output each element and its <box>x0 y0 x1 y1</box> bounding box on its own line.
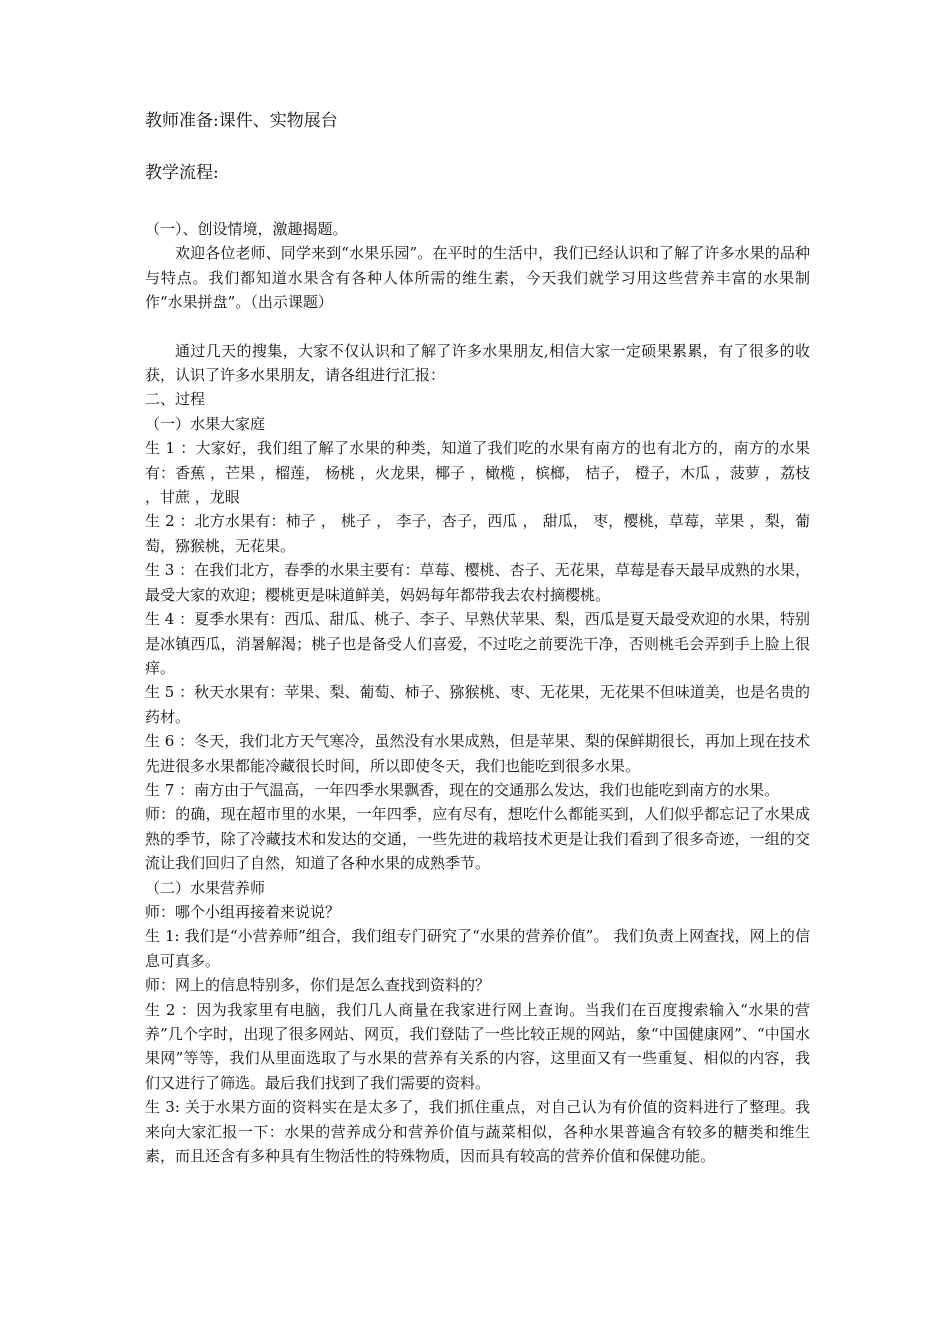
student-7-report: 生 7 ：南方由于气温高，一年四季水果飘香，现在的交通那么发达，我们也能吃到南方的水果。 <box>145 780 780 799</box>
subsection-2-title: （二）水果营养师 <box>145 878 266 897</box>
section-1-title: （一）、创设情境，激趣揭题。 <box>145 220 348 238</box>
student-1-report: 生 1 ：大家好，我们组了解了水果的种类，知道了我们吃的水果有南方的也有北方的，南方的水果有：香蕉 ，芒果 ，榴莲， 杨桃 ，火龙果，椰子 ，橄榄 ，槟榔， 桔子， 橙子，木瓜 ，菠萝 ，荔枝 ，甘蔗 ，龙眼 <box>145 439 810 507</box>
nutrition-student-3: 生 3: 关于水果方面的资料实在是太多了，我们抓住重点，对自己认为有价值的资料进行了整理。我来向大家汇报一下：水果的营养成分和营养价值与蔬菜相似，各种水果普遍含有较多的糖类和维生素，而且还含有多种具有生物活性的特殊物质，因而具有较高的营养价值和保健功能。 <box>145 1098 810 1166</box>
student-2-report: 生 2 ：北方水果有：柿子 ， 桃子 ， 李子，杏子，西瓜 ， 甜瓜， 枣，樱桃，草莓，苹果 ，梨，葡萄，猕猴桃，无花果。 <box>145 512 810 555</box>
subsection-1-title: （一）水果大家庭 <box>145 414 266 433</box>
nutrition-student-2: 生 2 ：因为我家里有电脑，我们几人商量在我家进行网上查询。当我们在百度搜索输入“水果的营养”几个字时，出现了很多网站、网页，我们登陆了一些比较正规的网站，象“中国健康网”、“中国水果网”等等，我们从里面选取了与水果的营养有关系的内容，这里面又有一些重复、相似的内容，我们又进行了筛选。最后我们找到了我们需要的资料。 <box>145 1000 810 1092</box>
intro-paragraph: 欢迎各位老师、同学来到“水果乐园”。在平时的生活中，我们已经认识和了解了许多水果的品种与特点。我们都知道水果含有各种人体所需的维生素，今天我们就学习用这些营养丰富的水果制作“水果拼盘”。（出示课题） <box>145 244 810 312</box>
teacher-prep-line: 教师准备:课件、实物展台 <box>145 111 338 131</box>
student-4-report: 生 4 ：夏季水果有：西瓜、甜瓜、桃子、李子、早熟伏苹果、梨，西瓜是夏天最受欢迎的水果，特别是冰镇西瓜，消暑解渴；桃子也是备受人们喜爱，不过吃之前要洗干净，否则桃毛会弄到手上脸上很痒。 <box>145 610 810 677</box>
nutrition-student-1: 生 1: 我们是“小营养师”组合，我们组专门研究了“水果的营养价值”。 我们负责上网查找，网上的信息可真多。 <box>145 927 810 970</box>
teaching-flow-heading: 教学流程: <box>145 163 219 183</box>
teacher-comment-2: 师：网上的信息特别多，你们是怎么查找到资料的？ <box>145 976 491 995</box>
student-6-report: 生 6 ：冬天，我们北方天气寒冷，虽然没有水果成熟，但是苹果、梨的保鲜期很长，再加上现在技术先进很多水果都能冷藏很长时间，所以即使冬天，我们也能吃到很多水果。 <box>145 732 810 775</box>
section-2-title: 二、过程 <box>145 390 206 409</box>
document-body <box>145 108 810 1168</box>
teacher-question: 师：哪个小组再接着来说说？ <box>145 902 341 921</box>
teacher-comment-1: 师：的确，现在超市里的水果，一年四季，应有尽有，想吃什么都能买到，人们似乎都忘记了水果成熟的季节，除了冷藏技术和发达的交通，一些先进的栽培技术更是让我们看到了很多奇迹，一组的交流让我们回归了自然，知道了各种水果的成熟季节。 <box>145 805 810 873</box>
student-3-report: 生 3 ：在我们北方，春季的水果主要有：草莓、樱桃、杏子、无花果，草莓是春天最早成熟的水果，最受大家的欢迎；樱桃更是味道鲜美，妈妈每年都带我去农村摘樱桃。 <box>145 561 810 604</box>
student-5-report: 生 5 ：秋天水果有：苹果、梨、葡萄、柿子、猕猴桃、枣、无花果，无花果不但味道美，也是名贵的药材。 <box>145 683 810 726</box>
intro-paragraph-2: 通过几天的搜集，大家不仅认识和了解了许多水果朋友,相信大家一定硕果累累，有了很多的收获，认识了许多水果朋友，请各组进行汇报： <box>145 341 810 385</box>
